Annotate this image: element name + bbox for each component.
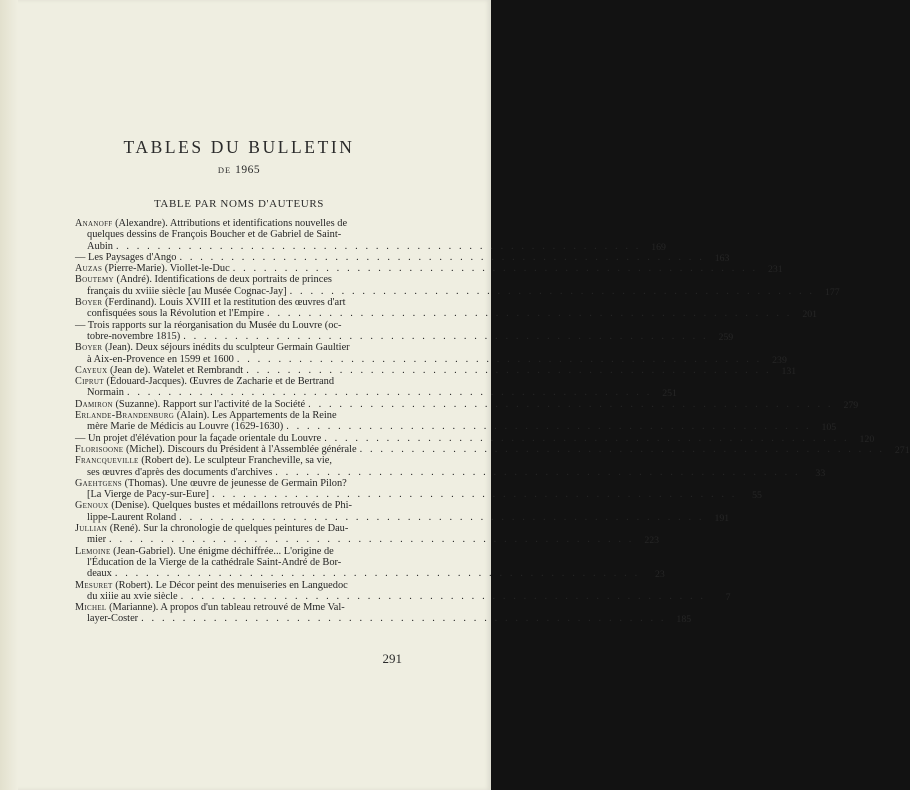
entry-text [87, 534, 106, 545]
entry-page-number: 259 [718, 331, 734, 343]
entry-page-number: 239 [772, 354, 787, 366]
entry-title: (René). Sur la chronologie de quelques peintures de Dau- [107, 523, 349, 535]
index-entry [75, 218, 666, 253]
entry-text [87, 613, 138, 624]
entry-title: (Denise). Quelques bustes et médaillons retrouvés de Phi- [108, 500, 352, 512]
entry-page-number: 169 [651, 241, 666, 253]
index-entry [75, 523, 660, 547]
page-subtitle [0, 164, 478, 176]
index-entry [75, 398, 859, 411]
index-entry [75, 443, 910, 456]
index-entry-line [75, 523, 401, 534]
dot-leader [181, 591, 706, 602]
author-name: Lemoine [75, 545, 111, 557]
entry-title: Normain [87, 387, 124, 399]
dot-leader [237, 354, 762, 365]
entry-page-number: 105 [821, 422, 837, 434]
entry-text [87, 512, 176, 523]
dot-leader [109, 534, 634, 545]
dot-leader [246, 365, 771, 376]
entry-text [75, 320, 341, 331]
index-entry-line [75, 285, 840, 298]
entry-title: (Alain). Les Appartements de la Reine [174, 410, 337, 422]
index-entry-line [75, 557, 401, 568]
subtitle-year: 1965 [235, 164, 261, 176]
index-entry [75, 263, 783, 276]
author-name: Boutemy [75, 274, 114, 286]
index-entry-line [75, 320, 401, 331]
entry-title: confisquées sous la Révolution et l'Empire [87, 308, 265, 320]
dot-leader [179, 512, 704, 523]
author-name: Boyer [75, 297, 103, 309]
dot-leader [267, 308, 792, 319]
entry-text [87, 229, 341, 240]
entry-title: — Les Paysages d'Ango [75, 251, 177, 263]
index-entry-line [75, 580, 401, 591]
entry-title: à Aix-en-Provence en 1599 et 1600 [87, 353, 234, 365]
entry-page-number: 7 [725, 591, 731, 603]
entry-title: (Robert). Le Décor peint des menuiseries en Languedoc [112, 579, 348, 591]
entry-page-number: 120 [859, 433, 875, 445]
entry-text [87, 557, 341, 568]
index-entry-line [75, 364, 797, 377]
dot-leader [212, 489, 737, 500]
entry-text [87, 331, 180, 342]
entry-text [75, 580, 348, 591]
index-entry [75, 342, 787, 366]
index-entry [75, 432, 875, 445]
entry-text [75, 218, 347, 229]
dot-leader [290, 286, 815, 297]
entry-title: (Robert de). Le sculpteur Francheville, sa vie, [138, 455, 332, 467]
index-entry [75, 251, 730, 264]
entry-title: mère Marie de Médicis au Louvre (1629-1630) [87, 421, 284, 433]
index-entry-line [75, 613, 692, 626]
entry-title: ses œuvres d'après des documents d'archives [87, 466, 273, 478]
index-entry [75, 410, 837, 434]
entry-title: deaux [87, 568, 112, 580]
index-entry-line [75, 511, 730, 524]
dot-leader [286, 421, 811, 432]
author-name: Francqueville [75, 455, 139, 467]
index-entry-line [75, 443, 910, 456]
entry-page-number: 177 [824, 286, 840, 298]
entry-title: (Michel). Discours du Président à l'Assemblée générale [123, 443, 357, 455]
author-name: Auzas [75, 263, 103, 275]
index-entry [75, 602, 692, 626]
index-entry [75, 579, 731, 603]
entry-title: lippe-Laurent Roland [87, 511, 177, 523]
entry-page-number: 231 [767, 264, 783, 276]
entry-page-number: 271 [894, 444, 910, 456]
entry-page-number: 251 [662, 388, 677, 400]
index-entry-line [75, 240, 666, 253]
index-entry-line [75, 410, 401, 421]
entry-text [75, 274, 332, 285]
dot-leader [116, 241, 641, 252]
dot-leader [127, 387, 652, 398]
entry-text [75, 478, 347, 489]
entry-text [75, 602, 345, 613]
entry-text [75, 252, 176, 263]
index-entry-line [75, 421, 837, 434]
page-number: 291 [382, 651, 402, 666]
entry-text [75, 546, 334, 557]
index-entry [75, 500, 730, 524]
entry-title: (Marianne). A propos d'un tableau retrouvé de Mme Val- [106, 602, 345, 614]
author-name: Erlande-Brandenburg [75, 410, 175, 422]
entry-text [75, 500, 352, 511]
entry-page-number: 33 [815, 467, 826, 479]
page-title: TABLES DU BULLETIN [123, 137, 355, 157]
entry-text [75, 297, 345, 308]
dot-leader [275, 467, 800, 478]
entry-text [87, 467, 272, 478]
index-entry [75, 376, 677, 400]
entry-text [87, 354, 234, 365]
entry-text [87, 241, 113, 252]
index-entry-line [75, 387, 677, 400]
entry-title: layer-Coster [87, 613, 139, 625]
entry-title: du xiiie au xvie siècle [87, 590, 178, 602]
entry-text [87, 286, 287, 297]
index-entry [75, 364, 797, 377]
entry-title: (Jean). Deux séjours inédits du sculpteur Germain Gaultier [102, 342, 350, 354]
entry-text [75, 399, 305, 410]
index-entry-line [75, 500, 401, 511]
entry-text [75, 365, 243, 376]
index-entry-line [75, 568, 665, 581]
entry-title: français du xviiie siècle [au Musée Cognac-Jay] [87, 285, 287, 297]
entry-title: — Un projet d'élévation pour la façade orientale du Louvre [75, 432, 322, 444]
subtitle-prefix: DE [217, 165, 232, 175]
index-entry [75, 297, 818, 321]
author-name: Gaehtgens [75, 477, 122, 489]
index-entry [75, 455, 826, 479]
author-name: Ananoff [75, 218, 113, 229]
entry-text [75, 263, 230, 274]
dot-leader [233, 263, 758, 274]
index-entry-line [75, 376, 401, 387]
entry-page-number: 55 [752, 490, 762, 502]
index-entry-line [75, 353, 787, 366]
entry-title: l'Éducation de la Vierge de la cathédrale Saint-André de Bor- [87, 556, 342, 568]
index-entry-line [75, 455, 401, 466]
entry-title: (Édouard-Jacques). Œuvres de Zacharie et de Bertrand [103, 376, 335, 388]
index-entry-line [75, 478, 401, 489]
entry-page-number: 223 [644, 535, 660, 547]
index-entry-line [75, 274, 401, 285]
author-name: Ciprut [75, 376, 104, 388]
entry-page-number: 279 [843, 399, 859, 411]
entry-text [75, 455, 332, 466]
dot-leader [115, 568, 640, 579]
entry-text [75, 444, 357, 455]
entry-title: (Alexandre). Attributions et identifications nouvelles de [112, 218, 348, 229]
entry-title: (André). Identifications de deux portraits de princes [113, 274, 332, 286]
index-entry-line [75, 342, 401, 353]
entry-text [87, 387, 124, 398]
entry-title: (Jean de). Watelet et Rembrandt [107, 364, 244, 376]
index-entry [75, 319, 734, 343]
entry-page-number: 163 [714, 252, 730, 264]
entry-title: [La Vierge de Pacy-sur-Eure] [87, 489, 209, 501]
index-entry-line [75, 297, 401, 308]
index-entry [75, 477, 762, 502]
entry-title: (Suzanne). Rapport sur l'activité de la Société [112, 398, 306, 410]
entry-text [75, 523, 348, 534]
entry-title: quelques dessins de François Boucher et de Gabriel de Saint- [87, 229, 342, 241]
index-entry-line [75, 432, 875, 445]
entry-title: tobre-novembre 1815) [87, 330, 181, 342]
dot-leader [179, 252, 704, 263]
entry-page-number: 23 [654, 569, 665, 581]
dot-leader [141, 613, 666, 624]
index-entry-line [75, 590, 731, 603]
index-entry-line [75, 602, 401, 613]
entry-title: (Jean-Gabriel). Une énigme déchiffrée... L'origine de [110, 545, 334, 557]
index-entry-line [75, 466, 826, 479]
entry-title: (Thomas). Une œuvre de jeunesse de Germain Pilon? [122, 477, 347, 489]
entry-text [87, 568, 112, 579]
author-name: Boyer [75, 342, 103, 354]
dot-leader [360, 444, 885, 455]
entry-title: (Ferdinand). Louis XVIII et la restitution des œuvres d'art [102, 297, 346, 309]
index-entry-line [75, 398, 859, 411]
section-heading: TABLE PAR NOMS D'AUTEURS [153, 198, 325, 210]
entry-text [75, 433, 321, 444]
author-name: Cayeux [75, 364, 108, 376]
index-entry-line [75, 229, 401, 240]
entry-title: mier [87, 534, 107, 546]
entry-title: Aubin [87, 240, 113, 252]
entry-page-number: 185 [676, 614, 692, 626]
index-entry [75, 545, 665, 581]
author-name: Michel [75, 602, 107, 614]
index-entry-line [75, 251, 730, 264]
author-name: Mesuret [75, 579, 113, 591]
entry-text [87, 489, 209, 500]
entry-text [87, 308, 264, 319]
index-entry-line [75, 546, 401, 557]
entry-title: (Pierre-Marie). Viollet-le-Duc [102, 263, 230, 275]
entry-title: — Trois rapports sur la réorganisation du Musée du Louvre (oc- [75, 319, 342, 331]
author-index-list [75, 218, 910, 626]
page-gutter [0, 0, 18, 790]
entry-page-number: 131 [781, 365, 797, 377]
entry-text [75, 376, 334, 387]
index-entry-line [75, 534, 660, 547]
dot-leader [183, 331, 708, 342]
entry-page-number: 201 [802, 309, 818, 321]
index-entry-line [75, 218, 401, 229]
index-entry-line [75, 263, 783, 276]
author-name: Damiron [75, 398, 113, 410]
dot-leader [324, 433, 849, 444]
entry-text [87, 591, 178, 602]
entry-text [75, 342, 350, 353]
entry-text [75, 410, 337, 421]
entry-page-number: 191 [714, 512, 730, 524]
index-entry-line [75, 308, 818, 321]
dot-leader [308, 399, 833, 410]
author-name: Florisoone [75, 443, 124, 455]
index-entry-line [75, 330, 734, 343]
index-entry-line [75, 489, 762, 502]
entry-text [87, 421, 283, 432]
author-name: Jullian [75, 523, 108, 535]
author-name: Genoux [75, 500, 109, 512]
index-entry [75, 274, 840, 298]
